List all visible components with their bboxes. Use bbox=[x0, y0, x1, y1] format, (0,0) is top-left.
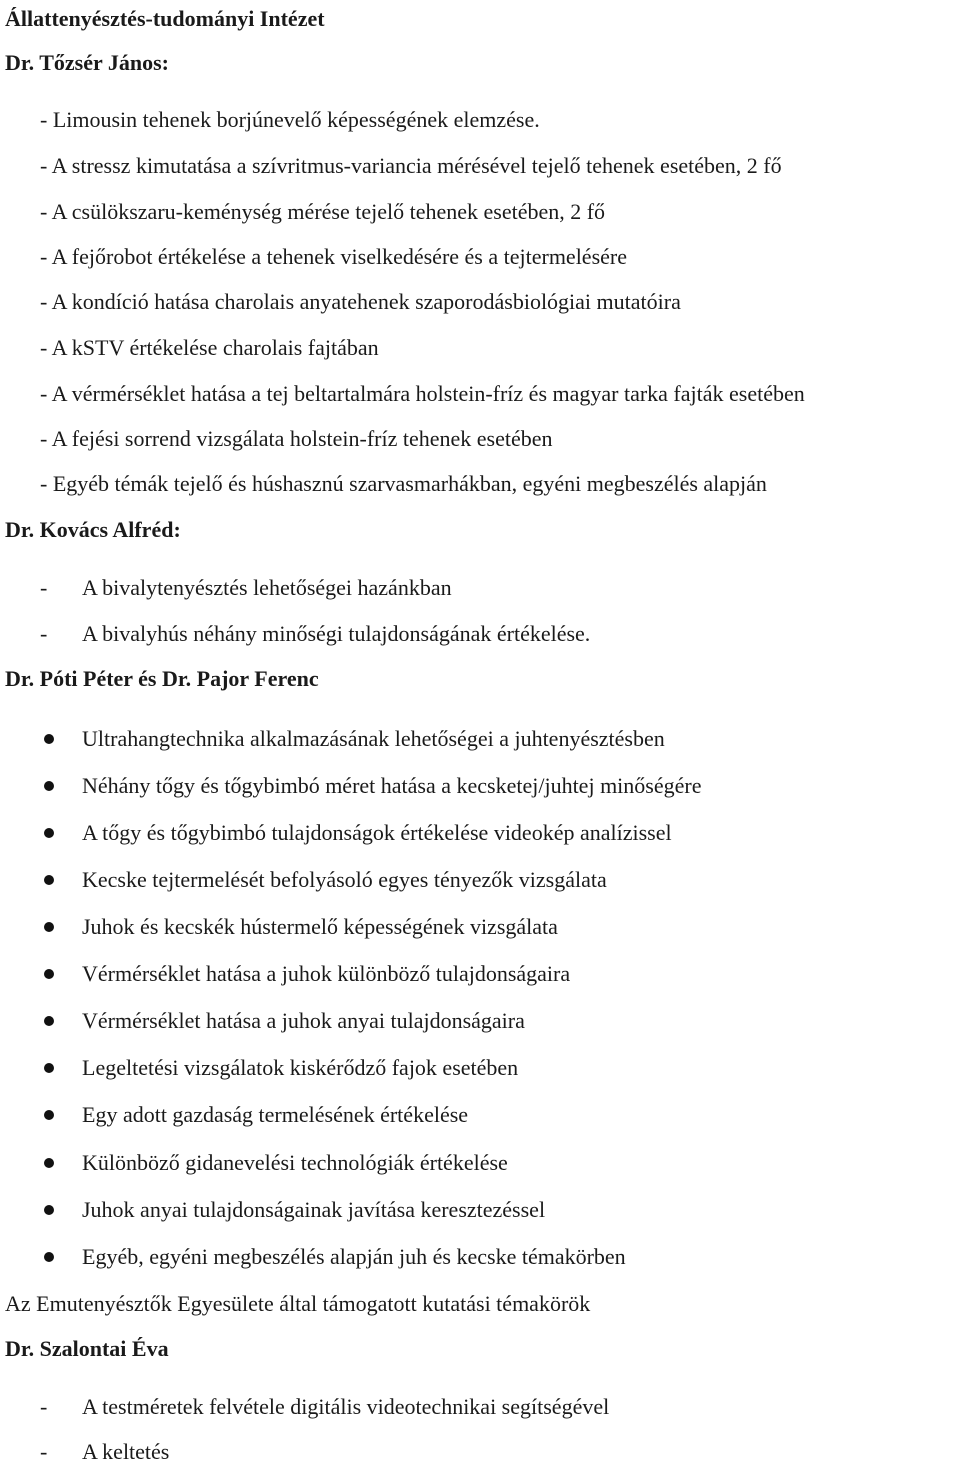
bullet-icon bbox=[44, 734, 54, 744]
list-item: - A fejőrobot értékelése a tehenek viselkedésére és a tejtermelésére bbox=[40, 244, 627, 269]
list-item bbox=[40, 621, 590, 647]
list-item: - A kSTV értékelése charolais fajtában bbox=[40, 335, 379, 360]
list-item-text: A tőgy és tőgybimbó tulajdonságok értékelése videokép analízissel bbox=[82, 820, 672, 845]
list-item-text: A keltetés bbox=[82, 1439, 170, 1464]
list-item-text: Vérmérséklet hatása a juhok különböző tulajdonságaira bbox=[82, 961, 571, 986]
list-item-text: Juhok és kecskék hústermelő képességének vizsgálata bbox=[82, 914, 558, 939]
bullet-icon bbox=[44, 828, 54, 838]
list-item-text: Juhok anyai tulajdonságainak javítása keresztezéssel bbox=[82, 1197, 546, 1222]
bullet-icon bbox=[44, 1252, 54, 1262]
dash-marker: - bbox=[40, 621, 48, 646]
bullet-icon bbox=[44, 1110, 54, 1120]
list-item bbox=[40, 575, 452, 601]
institute-title: Állattenyésztés-tudományi Intézet bbox=[5, 6, 325, 31]
list-item-text: Ultrahangtechnika alkalmazásának lehetőségei a juhtenyésztésben bbox=[82, 726, 665, 751]
list-item: - A csülökszaru-keménység mérése tejelő tehenek esetében, 2 fő bbox=[40, 199, 606, 224]
list-item: - A stressz kimutatása a szívritmus-variancia mérésével tejelő tehenek esetében, 2 fő bbox=[40, 153, 782, 178]
list-item: - Egyéb témák tejelő és húshasznú szarvasmarhákban, egyéni megbeszélés alapján bbox=[40, 471, 767, 496]
list-item-text: Különböző gidanevelési technológiák értékelése bbox=[82, 1150, 508, 1175]
section-heading-kovacs: Dr. Kovács Alfréd: bbox=[5, 517, 181, 542]
list-item-text: A bivalytenyésztés lehetőségei hazánkban bbox=[82, 575, 452, 600]
section-heading-poti-pajor: Dr. Póti Péter és Dr. Pajor Ferenc bbox=[5, 666, 319, 691]
bullet-icon bbox=[44, 875, 54, 885]
list-item-text: Kecske tejtermelését befolyásoló egyes tényezők vizsgálata bbox=[82, 867, 607, 892]
list-item-text: Egyéb, egyéni megbeszélés alapján juh és kecske témakörben bbox=[82, 1244, 626, 1269]
list-item-text: Néhány tőgy és tőgybimbó méret hatása a kecsketej/juhtej minőségére bbox=[82, 773, 702, 798]
list-item-text: A testméretek felvétele digitális videotechnikai segítségével bbox=[82, 1394, 610, 1419]
section-heading-tozser: Dr. Tőzsér János: bbox=[5, 50, 169, 75]
bullet-icon bbox=[44, 922, 54, 932]
list-item: - A fejési sorrend vizsgálata holstein-fríz tehenek esetében bbox=[40, 426, 553, 451]
section-heading-szalontai: Dr. Szalontai Éva bbox=[5, 1336, 169, 1361]
list-item-text: Legeltetési vizsgálatok kiskérődző fajok esetében bbox=[82, 1055, 519, 1080]
support-note: Az Emutenyésztők Egyesülete által támogatott kutatási témakörök bbox=[5, 1291, 591, 1316]
list-item-text: Egy adott gazdaság termelésének értékelése bbox=[82, 1102, 469, 1127]
list-item: - A kondíció hatása charolais anyatehenek szaporodásbiológiai mutatóira bbox=[40, 289, 681, 314]
bullet-icon bbox=[44, 969, 54, 979]
bullet-icon bbox=[44, 1063, 54, 1073]
bullet-icon bbox=[44, 1016, 54, 1026]
list-item: - Limousin tehenek borjúnevelő képességének elemzése. bbox=[40, 107, 540, 132]
bullet-icon bbox=[44, 781, 54, 791]
dash-marker: - bbox=[40, 575, 48, 600]
bullet-icon bbox=[44, 1158, 54, 1168]
list-item bbox=[40, 1439, 169, 1465]
list-item: - A vérmérséklet hatása a tej beltartalmára holstein-fríz és magyar tarka fajták esetében bbox=[40, 381, 805, 406]
list-item-text: A bivalyhús néhány minőségi tulajdonságának értékelése. bbox=[82, 621, 591, 646]
bullet-icon bbox=[44, 1205, 54, 1215]
list-item-text: Vérmérséklet hatása a juhok anyai tulajdonságaira bbox=[82, 1008, 525, 1033]
dash-marker: - bbox=[40, 1394, 48, 1419]
list-item bbox=[40, 1394, 609, 1420]
dash-marker: - bbox=[40, 1439, 48, 1464]
